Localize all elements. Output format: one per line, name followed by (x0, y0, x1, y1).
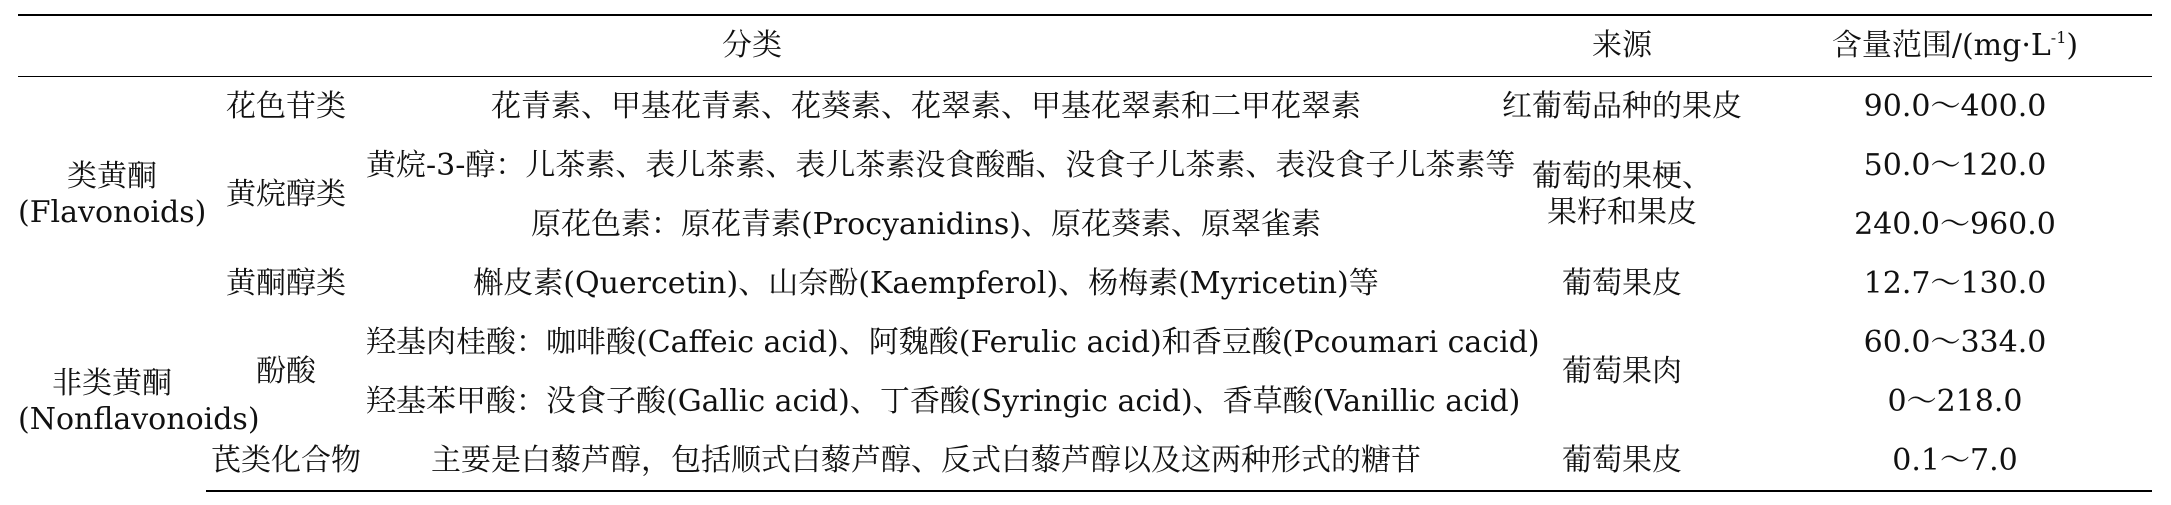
content-cell: 羟基苯甲酸：没食子酸(Gallic acid)、丁香酸(Syringic acid)、香草酸(Vanillic acid) (366, 383, 1521, 419)
table-row (18, 431, 2152, 491)
group-nonflavonoids-en: (Nonflavonoids) (18, 402, 260, 437)
subclass-cell: 芪类化合物 (206, 431, 366, 491)
source-line-2: 果籽和果皮 (1547, 195, 1697, 230)
group-flavonoids-en: (Flavonoids) (18, 195, 207, 230)
header-row (18, 15, 2152, 77)
subclass-cell: 黄酮醇类 (226, 265, 346, 301)
content-cell: 原花色素：原花青素(Procyanidins)、原花葵素、原翠雀素 (530, 206, 1322, 242)
source-cell (1486, 136, 1758, 254)
range-cell: 0～218.0 (1887, 383, 2023, 419)
group-flavonoids-cn: 类黄酮 (67, 159, 157, 194)
content-cell: 花青素、甲基花青素、花葵素、花翠素、甲基花翠素和二甲花翠素 (491, 88, 1361, 124)
header-content-range-prefix: 含量范围/(mg·L (1831, 28, 2051, 63)
header-content-range-sup: -1 (2050, 28, 2067, 47)
source-cell: 葡萄果肉 (1562, 354, 1682, 389)
source-cell: 葡萄果皮 (1486, 431, 1758, 491)
subclass-cell: 酚酸 (256, 354, 316, 389)
subclass-cell: 黄烷醇类 (226, 177, 346, 212)
group-nonflavonoids (18, 313, 260, 491)
group-flavonoids (18, 77, 206, 314)
header-content-range (1758, 15, 2152, 77)
table-row (18, 313, 2152, 372)
range-cell: 50.0～120.0 (1863, 147, 2047, 183)
source-cell: 红葡萄品种的果皮 (1502, 88, 1742, 124)
content-cell: 主要是白藜芦醇，包括顺式白藜芦醇、反式白藜芦醇以及这两种形式的糖苷 (366, 431, 1486, 491)
source-line-1: 葡萄的果梗、 (1532, 159, 1712, 194)
range-cell: 12.7～130.0 (1863, 265, 2047, 301)
table-row (18, 254, 2152, 313)
group-nonflavonoids-cn: 非类黄酮 (52, 366, 172, 401)
source-cell: 葡萄果皮 (1562, 265, 1682, 301)
range-cell: 90.0～400.0 (1863, 88, 2047, 124)
phenolics-table (18, 14, 2152, 492)
content-cell: 黄烷-3-醇：儿茶素、表儿茶素、表儿茶素没食酸酯、没食子儿茶素、表没食子儿茶素等 (366, 147, 1516, 183)
range-cell: 240.0～960.0 (1854, 206, 2056, 242)
header-classification: 分类 (18, 15, 1486, 77)
table-row (18, 77, 2152, 137)
content-cell: 槲皮素(Quercetin)、山奈酚(Kaempferol)、杨梅素(Myricetin)等 (473, 265, 1379, 301)
subclass-cell: 花色苷类 (226, 88, 346, 124)
header-source: 来源 (1486, 15, 1758, 77)
table-row (18, 136, 2152, 195)
range-cell: 60.0～334.0 (1863, 324, 2047, 360)
range-cell: 0.1～7.0 (1758, 431, 2152, 491)
header-content-range-suffix: ) (2066, 28, 2079, 63)
content-cell: 羟基肉桂酸：咖啡酸(Caffeic acid)、阿魏酸(Ferulic acid)和香豆酸(Pcoumari cacid) (366, 324, 1540, 360)
